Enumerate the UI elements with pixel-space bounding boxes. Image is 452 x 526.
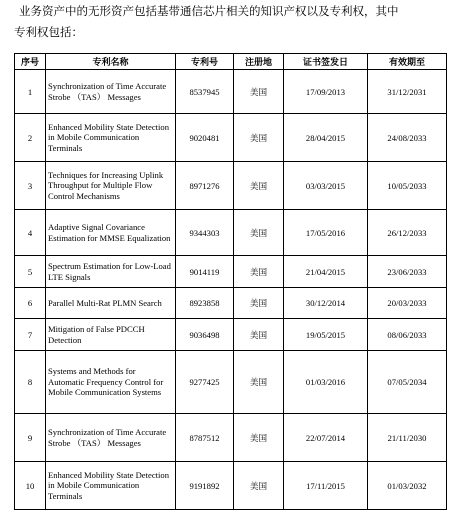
cell-expiry-date: 24/08/2033 [368, 114, 447, 162]
cell-location: 美国 [234, 319, 284, 351]
cell-patent-number: 9277425 [176, 351, 234, 414]
intro-line-2: 专利权包括： [14, 25, 83, 39]
cell-patent-name: Parallel Multi-Rat PLMN Search [46, 288, 176, 319]
intro-line-1: 业务资产中的无形资产包括基带通信芯片相关的知识产权以及专利权，其中 [19, 4, 399, 18]
cell-issue-date: 17/05/2016 [284, 210, 368, 256]
cell-expiry-date: 10/05/2033 [368, 162, 447, 210]
cell-expiry-date: 23/06/2033 [368, 256, 447, 288]
cell-patent-number: 9191892 [176, 462, 234, 510]
table-header-row [15, 54, 447, 70]
cell-patent-name: Systems and Methods for Automatic Frequency Control for Mobile Communication Systems [46, 351, 176, 414]
table-row [15, 351, 447, 414]
cell-location: 美国 [234, 114, 284, 162]
cell-patent-number: 9020481 [176, 114, 234, 162]
cell-location: 美国 [234, 288, 284, 319]
cell-issue-date: 21/04/2015 [284, 256, 368, 288]
table-row [15, 114, 447, 162]
cell-patent-name: Synchronization of Time Accurate Strobe （TAS） Messages [46, 70, 176, 114]
cell-no: 9 [15, 414, 46, 462]
header-issue-date: 证书签发日 [284, 54, 368, 70]
cell-expiry-date: 01/03/2032 [368, 462, 447, 510]
cell-location: 美国 [234, 256, 284, 288]
header-valid-until: 有效期至 [368, 54, 447, 70]
table-row [15, 414, 447, 462]
cell-no: 3 [15, 162, 46, 210]
cell-patent-number: 9344303 [176, 210, 234, 256]
cell-patent-number: 9036498 [176, 319, 234, 351]
cell-expiry-date: 08/06/2033 [368, 319, 447, 351]
cell-expiry-date: 21/11/2030 [368, 414, 447, 462]
cell-patent-number: 8971276 [176, 162, 234, 210]
cell-location: 美国 [234, 210, 284, 256]
cell-location: 美国 [234, 70, 284, 114]
cell-patent-name: Synchronization of Time Accurate Strobe （TAS） Messages [46, 414, 176, 462]
cell-issue-date: 17/09/2013 [284, 70, 368, 114]
header-no: 序号 [15, 54, 46, 70]
cell-no: 7 [15, 319, 46, 351]
table-row [15, 288, 447, 319]
table-row [15, 210, 447, 256]
table-row [15, 319, 447, 351]
cell-issue-date: 01/03/2016 [284, 351, 368, 414]
cell-patent-name: Adaptive Signal Covariance Estimation for MMSE Equalization [46, 210, 176, 256]
cell-patent-number: 8787512 [176, 414, 234, 462]
cell-no: 5 [15, 256, 46, 288]
cell-location: 美国 [234, 462, 284, 510]
cell-patent-number: 8537945 [176, 70, 234, 114]
cell-patent-name: Enhanced Mobility State Detection in Mobile Communication Terminals [46, 114, 176, 162]
header-patent-number: 专利号 [176, 54, 234, 70]
cell-expiry-date: 07/05/2034 [368, 351, 447, 414]
cell-no: 10 [15, 462, 46, 510]
table-row [15, 70, 447, 114]
cell-no: 4 [15, 210, 46, 256]
cell-patent-name: Mitigation of False PDCCH Detection [46, 319, 176, 351]
cell-issue-date: 17/11/2015 [284, 462, 368, 510]
header-patent-name: 专利名称 [46, 54, 176, 70]
cell-location: 美国 [234, 351, 284, 414]
cell-location: 美国 [234, 414, 284, 462]
cell-location: 美国 [234, 162, 284, 210]
table-row [15, 162, 447, 210]
cell-issue-date: 28/04/2015 [284, 114, 368, 162]
header-registration-place: 注册地 [234, 54, 284, 70]
cell-patent-number: 8923858 [176, 288, 234, 319]
cell-issue-date: 19/05/2015 [284, 319, 368, 351]
cell-issue-date: 03/03/2015 [284, 162, 368, 210]
cell-expiry-date: 31/12/2031 [368, 70, 447, 114]
cell-no: 6 [15, 288, 46, 319]
cell-no: 8 [15, 351, 46, 414]
cell-expiry-date: 20/03/2033 [368, 288, 447, 319]
cell-patent-name: Spectrum Estimation for Low-Load LTE Signals [46, 256, 176, 288]
table-row [15, 256, 447, 288]
cell-expiry-date: 26/12/2033 [368, 210, 447, 256]
cell-patent-name: Enhanced Mobility State Detection in Mobile Communication Terminals [46, 462, 176, 510]
cell-issue-date: 30/12/2014 [284, 288, 368, 319]
patent-table [14, 53, 447, 510]
cell-patent-name: Techniques for Increasing Uplink Throughput for Multiple Flow Control Mechanisms [46, 162, 176, 210]
cell-no: 2 [15, 114, 46, 162]
table-row [15, 462, 447, 510]
cell-patent-number: 9014119 [176, 256, 234, 288]
cell-no: 1 [15, 70, 46, 114]
cell-issue-date: 22/07/2014 [284, 414, 368, 462]
